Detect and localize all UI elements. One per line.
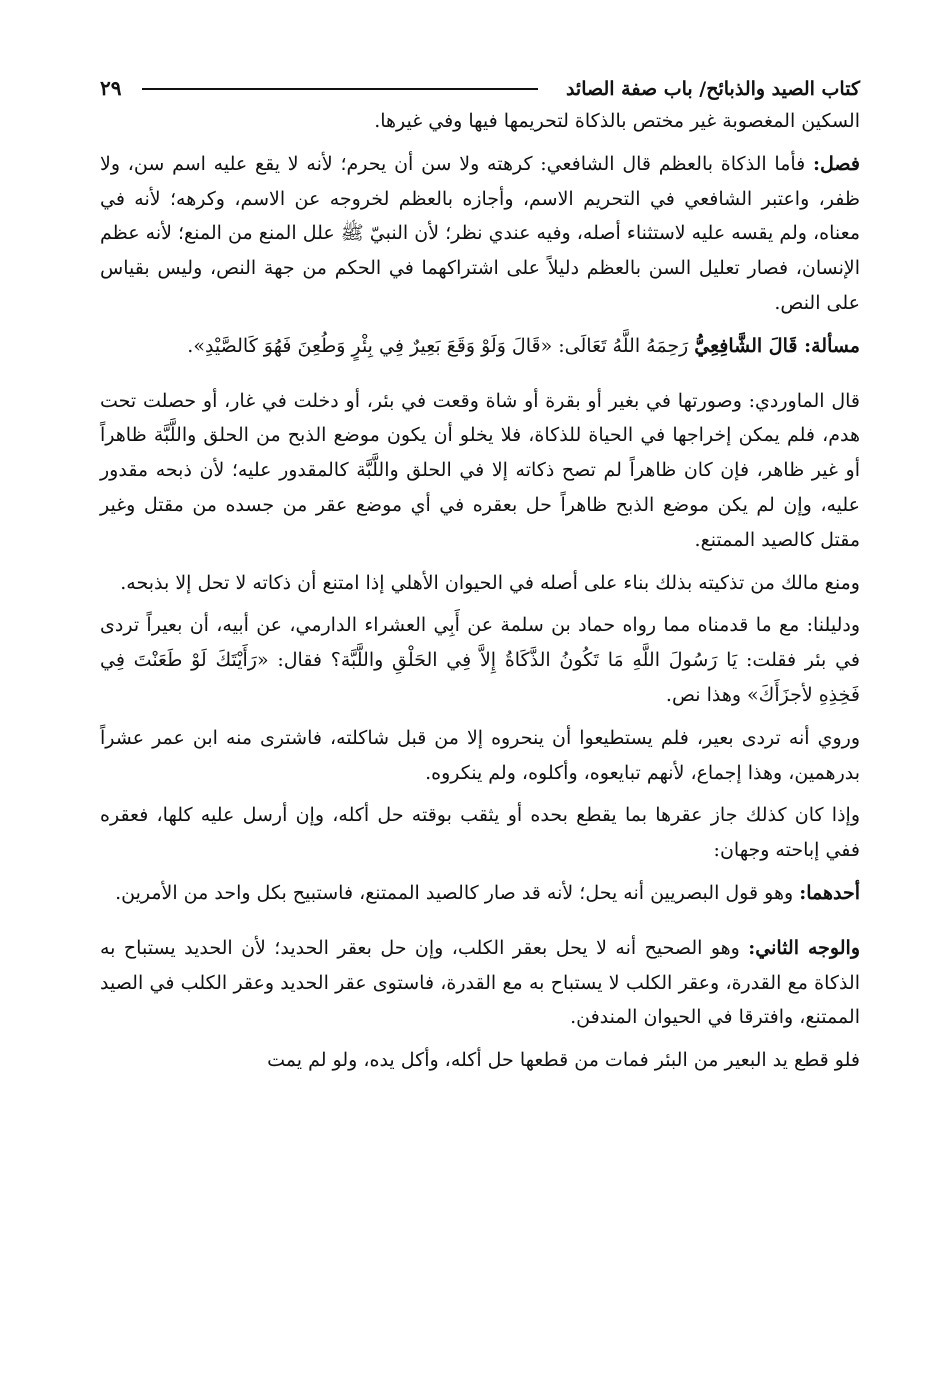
paragraph-text: ومنع مالك من تذكيته بذلك بناء على أصله في الحيوان الأهلي إذا امتنع أن ذكاته لا تحل إلا بذبحه. xyxy=(120,571,860,594)
paragraph-mawardi xyxy=(100,384,860,558)
paragraph-text: قال الماوردي: وصورتها في بغير أو بقرة أو شاة وقعت في بئر، أو دخلت في غار، أو حصلت تحت هدم، فلم يمكن إخراجها في الحياة للذكاة، فلا يخلو أن يكون موضع الذبح من الحلق واللَّبَّة ظاهراً أو غير ظاهر، فإن كان ظاهراً لم تصح ذكاته إلا في الحلق واللَّبَّة كالمقدور عليه؛ لأن ذبحه مقدور عليه، وإن لم يكن موضع الذبح ظاهراً حل بعقره في أي موضع عقر من جسده من مقتل وغير مقتل كالصيد الممتنع. xyxy=(100,389,860,551)
paragraph-first-view xyxy=(100,876,860,911)
paragraph-text: فلو قطع يد البعير من البئر فمات من قطعها حل أكله، وأكل يده، ولو لم يمت xyxy=(267,1049,860,1072)
imam-name: قَالَ الشَّافِعِيُّ xyxy=(694,334,798,357)
paragraph-text: ودليلنا: مع ما قدمناه مما رواه حماد بن سلمة عن أَبِي العشراء الدارمي، عن أبيه، أن بعيراً تردى في بئر فقلت: يَا رَسُولَ اللَّهِ مَا تَكُونُ الذَّكَاةُ إِلاَّ فِي الحَلْقِ واللَّبَّة؟ فقال: «رَأَيْتَكَ لَوْ طَعَنْتَ فِي فَخِذِهِ لأجزَأَكَ» وهذا نص. xyxy=(100,614,860,706)
paragraph-ruwiya xyxy=(100,721,860,791)
paragraph-label: مسألة: xyxy=(797,334,860,357)
paragraph-text: السكين المغصوبة غير مختص بالذكاة لتحريمها فيها وفي غيرها. xyxy=(374,110,860,132)
paragraph-text: وإذا كان كذلك جاز عقرها بما يقطع بحده أو يثقب بوقته حل أكله، وإن أرسل عليه كلها، فعقره ففي إباحته وجهان: xyxy=(100,804,860,862)
paragraph-last xyxy=(100,1043,860,1078)
paragraph-idha xyxy=(100,798,860,868)
paragraph-1 xyxy=(100,104,860,139)
paragraph-text: رَحِمَهُ اللَّهُ تَعَالَى: «قَالَ وَلَوْ وَقَعَ بَعِيرٌ فِي بِئْرٍ وَطُعِنَ فَهُوَ كَالصَّيْدِ». xyxy=(187,334,695,357)
paragraph-malik xyxy=(100,566,860,601)
running-header xyxy=(100,60,860,100)
paragraph-second-view xyxy=(100,931,860,1035)
page-number: ٢٩ xyxy=(100,76,129,100)
paragraph-masala xyxy=(100,329,860,364)
paragraph-label: والوجه الثاني: xyxy=(748,936,860,959)
paragraph-dalil xyxy=(100,608,860,712)
paragraph-text: وروي أنه تردى بعير، فلم يستطيعوا أن ينحروه إلا من قبل شاكلته، فاشترى منه ابن عمر عشراً بدرهمين، وهذا إجماع، لأنهم تبايعوه، وأكلوه، ولم ينكروه. xyxy=(100,726,860,784)
paragraph-fasl xyxy=(100,147,860,321)
paragraph-text: وهو قول البصريين أنه يحل؛ لأنه قد صار كالصيد الممتنع، فاستبيح بكل واحد من الأمرين. xyxy=(115,881,800,904)
paragraph-text: فأما الذكاة بالعظم قال الشافعي: كرهته ولا سن أن يحرم؛ لأنه لا يقع عليه اسم سن، ولا ظفر، واعتبر الشافعي في التحريم الاسم، وأجازه بالعظم لخروجه عن الاسم، وكرهه؛ لأنه في معناه، ولم يقسه عليه لاستثناء أصله، وفيه عندي نظر؛ لأن النبيّ ﷺ علل المنع من المنع؛ لأنه عظم الإنسان، فصار تعليل السن بالعظم دليلاً على اشتراكهما في الحكم من جهة النص، وليس بقياس على النص. xyxy=(100,152,860,314)
book-page xyxy=(100,60,860,1086)
paragraph-label: فصل: xyxy=(813,152,860,175)
header-rule xyxy=(142,88,538,90)
body-text xyxy=(100,104,860,1078)
paragraph-text: وهو الصحيح أنه لا يحل بعقر الكلب، وإن حل بعقر الحديد؛ لأن الحديد يستباح به الذكاة مع القدرة، وعقر الكلب لا يستباح به مع القدرة، فاستوى عقر الحديد وعقر الكلب في الصيد الممتنع، وافترقا في الحيوان المندفن. xyxy=(100,936,860,1029)
paragraph-label: أحدهما: xyxy=(799,881,860,904)
header-title: كتاب الصيد والذبائح/ باب صفة الصائد xyxy=(558,78,860,100)
